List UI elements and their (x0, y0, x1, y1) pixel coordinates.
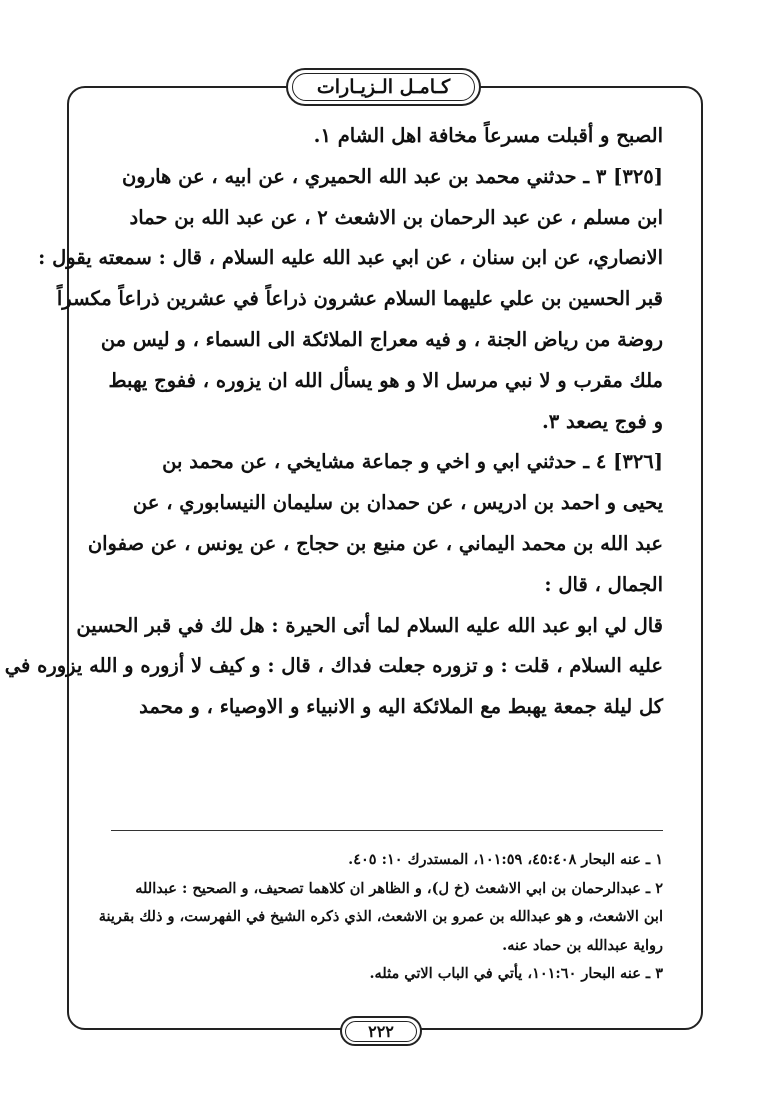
text-line: الانصاري، عن ابن سنان ، عن ابي عبد الله عليه السلام ، قال : سمعته يقول : (38, 246, 663, 270)
footnote-line: ١ ـ عنه البحار ٤٥:٤٠٨، ١٠١:٥٩، المستدرك ١٠: ٤٠٥. (348, 851, 663, 868)
text-line: ابن مسلم ، عن عبد الرحمان بن الاشعث ٢ ، عن عبد الله بن حماد (129, 205, 663, 229)
text-line: و فوج يصعد ٣. (541, 409, 663, 433)
text-line: الصبح و أقبلت مسرعاً مخافة اهل الشام ١. (313, 124, 663, 147)
footnotes (98, 846, 663, 989)
main-text (4, 116, 663, 728)
running-header (286, 68, 481, 106)
book-title: كـامـل الـزيـارات (292, 73, 475, 101)
text-line: روضة من رياض الجنة ، و فيه معراج الملائكة الى السماء ، و ليس من (100, 327, 663, 351)
text-line: الجمال ، قال : (544, 572, 663, 596)
footnote-line: رواية عبدالله بن حماد عنه. (502, 936, 663, 954)
footnote-line: ٣ ـ عنه البحار ١٠١:٦٠، يأتي في الباب الاتي مثله. (369, 965, 663, 982)
footnote-line: ابن الاشعث، و هو عبدالله بن عمرو بن الاشعث، الذي ذكره الشيخ في الفهرست، و ذلك بقرينة (98, 908, 663, 925)
text-line: قبر الحسين بن علي عليهما السلام عشرون ذراعاً في عشرين ذراعاً مكسراً (56, 287, 663, 311)
text-line: ملك مقرب و لا نبي مرسل الا و هو يسأل الله ان يزوره ، ففوج يهبط (108, 368, 663, 392)
footnote-line: ٢ ـ عبدالرحمان بن ابي الاشعث (خ ل)، و الظاهر ان كلاهما تصحيف، و الصحيح : عبدالله (135, 879, 663, 897)
text-line: عليه السلام ، قلت : و تزوره جعلت فداك ، قال : و كيف لا أزوره و الله يزوره في (4, 654, 663, 678)
text-line: [٣٢٦] ٤ ـ حدثني ابي و اخي و جماعة مشايخي ، عن محمد بن (162, 450, 663, 474)
text-line: يحيى و احمد بن ادريس ، عن حمدان بن سليمان النيسابوري ، عن (132, 491, 663, 515)
footnote-divider (111, 830, 663, 831)
page-number-badge (340, 1016, 422, 1046)
text-line: [٣٢٥] ٣ ـ حدثني محمد بن عبد الله الحميري ، عن ابيه ، عن هارون (121, 164, 663, 188)
text-line: عبد الله بن محمد اليماني ، عن منيع بن حجاج ، عن يونس ، عن صفوان (87, 531, 663, 555)
text-line: قال لي ابو عبد الله عليه السلام لما أتى الحيرة : هل لك في قبر الحسين (76, 613, 663, 637)
page-number: ٢٢٢ (345, 1021, 417, 1042)
text-line: كل ليلة جمعة يهبط مع الملائكة اليه و الانبياء و الاوصياء ، و محمد (139, 695, 663, 719)
